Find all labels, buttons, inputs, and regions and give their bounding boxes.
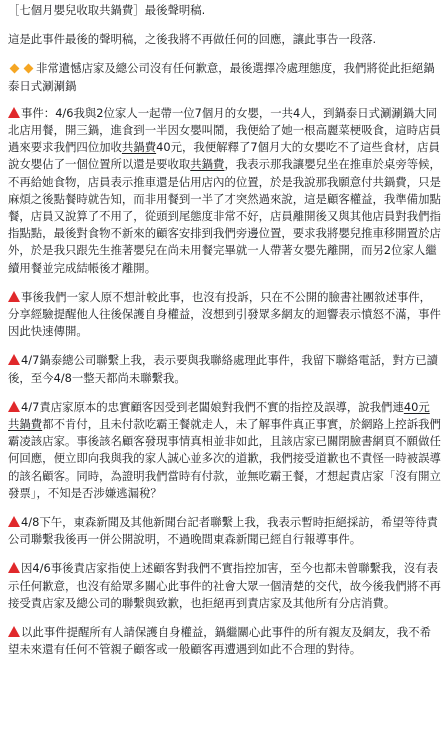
statement-paragraph — [8, 60, 441, 94]
red-triangle-icon — [8, 516, 20, 527]
red-triangle-icon — [8, 626, 20, 637]
header-text: ［七個月嬰兒收取共鍋費］最後聲明稿. — [8, 3, 206, 17]
post-header — [8, 2, 441, 19]
refusal-text: 因4/6事後責店家指使上述顧客對我們不實指控加害，至今也都未曾聯繫我，沒有表示任何歉意，也沒有給眾多關心此事件的社會大眾一個清楚的交代，故今後我們將不再接受責店家及總公司的聯繫與致歉，也拒絕再到責店家及其他所有分店消費。 — [8, 561, 441, 610]
event-label: 事件 — [21, 105, 44, 120]
reminder-paragraph — [8, 624, 441, 658]
red-triangle-icon — [8, 291, 20, 302]
statement-text: 非常遺憾店家及總公司沒有任何歉意，最後選擇冷處理態度，我們將從此拒絕鍋泰日式涮涮鍋 — [8, 61, 435, 93]
accusation-underline: 40元共鍋費 — [8, 399, 430, 432]
event-text-c: ，我表示那我讓嬰兒坐在推車於桌旁等候，不再給她食物，店員表示推車還是佔用店內的位置，於是我說那我願意付共鍋費，只是麻煩之後點餐時就告知，而非用餐到一半了才突然過來說，這是顧客權益，我準備加點餐，店員又說算了不用了，從頭到尾態度非常不好，店員離開後又與其他店員對我們指指點點，最後對食物不新來的顧客安排到我們旁邊位置，要求我將嬰兒推車移開置於店外，於是我只跟先生推著嬰兒在尚未用餐完畢就一人帶著女嬰先離開，而另2位家人繼續用餐並完成結帳後才離開。 — [8, 157, 441, 275]
orange-diamond-icon — [24, 63, 34, 73]
reminder-text: 以此事件提醒所有人請保護自身權益，鍋繼關心此事件的所有親友及網友，我不希望未來還有任何不管親子顧客或一般顧客再遭遇到如此不合理的對待。 — [8, 625, 432, 657]
contact-text: 4/7鍋泰總公司聯繫上我，表示要與我聯絡處理此事件，我留下聯絡電話，對方已讀後，至今4/8一整天都尚未聯繫我。 — [8, 353, 439, 385]
event-underline-1: 共鍋費 — [121, 140, 157, 155]
accusation-text-b: 都不肯付，且未付款吃霸王餐就走人，未了解事件真正事實，於網路上控訴我們霸凌該店家。事後該名顧客發現事情真相並非如此，且該店家已關閉臉書網頁不願做任何回應，便立即向我與我的家人誠心並多次的道歉，我們接受道歉也不責怪一時被誤導的該名顧客。同時，為證明我們當時有付款，並無吃霸王餐，才想起責店家「沒有開立發票」，不知是否涉嫌逃漏稅？ — [8, 417, 441, 500]
contact-paragraph — [8, 352, 441, 386]
aftermath-text: 事後我們一家人原不想計較此事，也沒有投訴，只在不公開的臉書社團敘述事件，分享經驗提醒他人往後保護自身權益，沒想到引發眾多網友的迴響表示憤怒不滿，事件因此快速傳開。 — [8, 289, 441, 339]
event-text-b: 40元，我便解釋了7個月大的女嬰吃不了這些食材，店員說女嬰佔了一個位置所以還是要收取 — [8, 140, 440, 172]
event-underline-2: 共鍋費 — [190, 157, 225, 172]
event-text-a: ：4/6我與2位家人一起帶一位7個月的女嬰，一共4人，到鍋泰日式涮涮鍋大同北店用餐，開三鍋，進食到一半因女嬰叫鬧，我便給了她一根高麗菜梗吸食，這時店員過來要求我們四位加收 — [8, 105, 441, 155]
red-triangle-icon — [8, 354, 20, 365]
red-triangle-icon — [8, 562, 20, 573]
news-text: 4/8下午，東森新聞及其他新聞台記者聯繫上我，我表示暫時拒絕採訪，希望等待責公司聯繫我後再一併公開說明，不過晚間東森新聞已經自行報導事件。 — [8, 515, 439, 547]
post-body — [0, 2, 447, 734]
news-paragraph — [8, 514, 441, 548]
red-triangle-icon — [8, 107, 20, 118]
refusal-paragraph — [8, 560, 441, 612]
intro-paragraph — [8, 31, 441, 48]
accusation-paragraph — [8, 399, 441, 502]
orange-diamond-icon — [10, 63, 20, 73]
intro-text: 這是此事件最後的聲明稿，之後我將不再做任何的回應，讓此事告一段落. — [8, 32, 377, 47]
red-triangle-icon — [8, 401, 20, 412]
event-paragraph — [8, 105, 441, 277]
accusation-text-a: 4/7責店家原本的忠實顧客因受到老闆娘對我們不實的指控及誤導，說我們連 — [21, 399, 404, 414]
aftermath-paragraph — [8, 289, 441, 341]
